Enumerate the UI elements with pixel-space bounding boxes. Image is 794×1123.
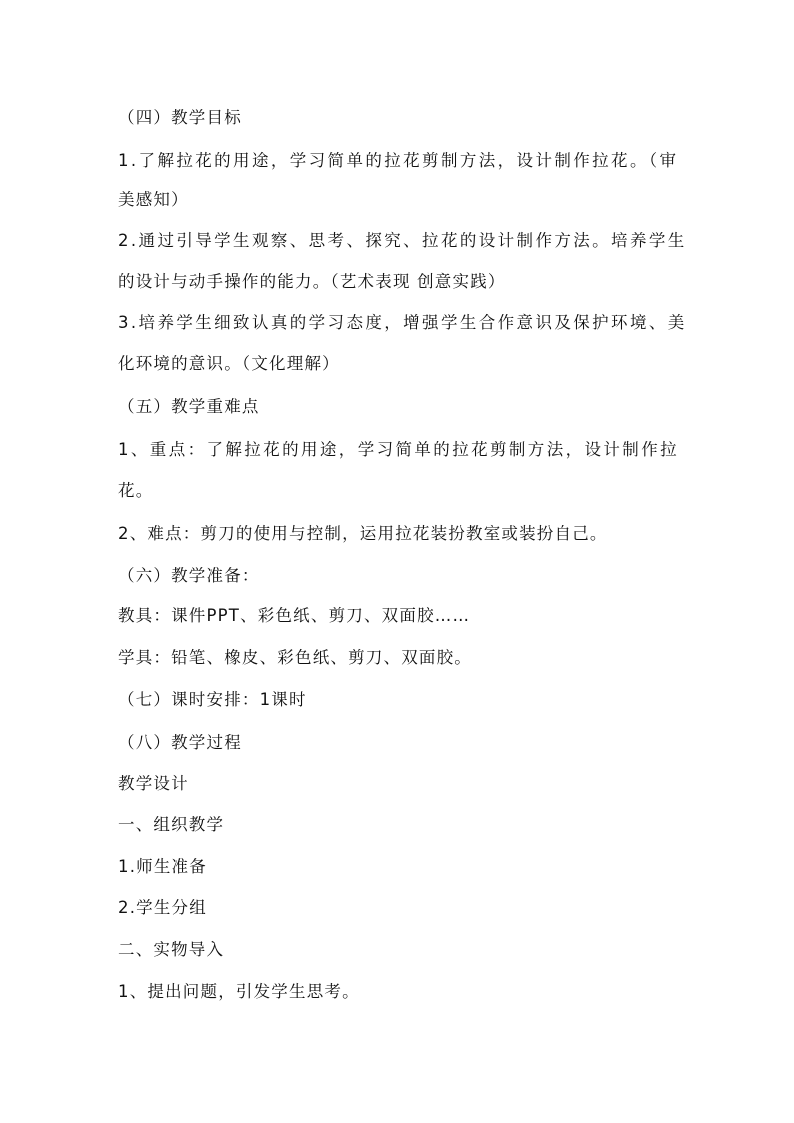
heading-teaching-objectives: （四）教学目标: [118, 108, 242, 127]
objective-1-line-1: 1.了解拉花的用途，学习简单的拉花剪制方法，设计制作拉花。（审: [118, 151, 679, 170]
objective-1-line-2: 美感知）: [118, 190, 189, 209]
heading-teaching-process: （八）教学过程: [118, 733, 242, 752]
step-raise-question: 1、提出问题，引发学生思考。: [118, 982, 360, 1001]
section-organize-teaching: 一、组织教学: [118, 815, 225, 834]
objective-3-line-1: 3.培养学生细致认真的学习态度，增强学生合作意识及保护环境、美: [118, 313, 687, 332]
step-student-grouping: 2.学生分组: [118, 898, 207, 917]
teaching-design-title: 教学设计: [118, 774, 189, 793]
heading-key-difficult-points: （五）教学重难点: [118, 397, 260, 416]
teaching-tools: 教具：课件PPT、彩色纸、剪刀、双面胶……: [118, 606, 471, 625]
key-point-line-2: 花。: [118, 481, 154, 500]
heading-teaching-preparation: （六）教学准备：: [118, 566, 260, 585]
heading-class-schedule: （七）课时安排：1课时: [118, 690, 307, 709]
section-object-introduction: 二、实物导入: [118, 940, 225, 959]
objective-2-line-1: 2.通过引导学生观察、思考、探究、拉花的设计制作方法。培养学生: [118, 231, 687, 250]
learning-tools: 学具：铅笔、橡皮、彩色纸、剪刀、双面胶。: [118, 648, 472, 667]
objective-3-line-2: 化环境的意识。（文化理解）: [118, 354, 340, 373]
step-teacher-student-prep: 1.师生准备: [118, 857, 207, 876]
difficult-point: 2、难点：剪刀的使用与控制，运用拉花装扮教室或装扮自己。: [118, 524, 608, 543]
key-point-line-1: 1、重点：了解拉花的用途，学习简单的拉花剪制方法，设计制作拉: [118, 440, 679, 459]
objective-2-line-2: 的设计与动手操作的能力。（艺术表现 创意实践）: [118, 272, 506, 291]
